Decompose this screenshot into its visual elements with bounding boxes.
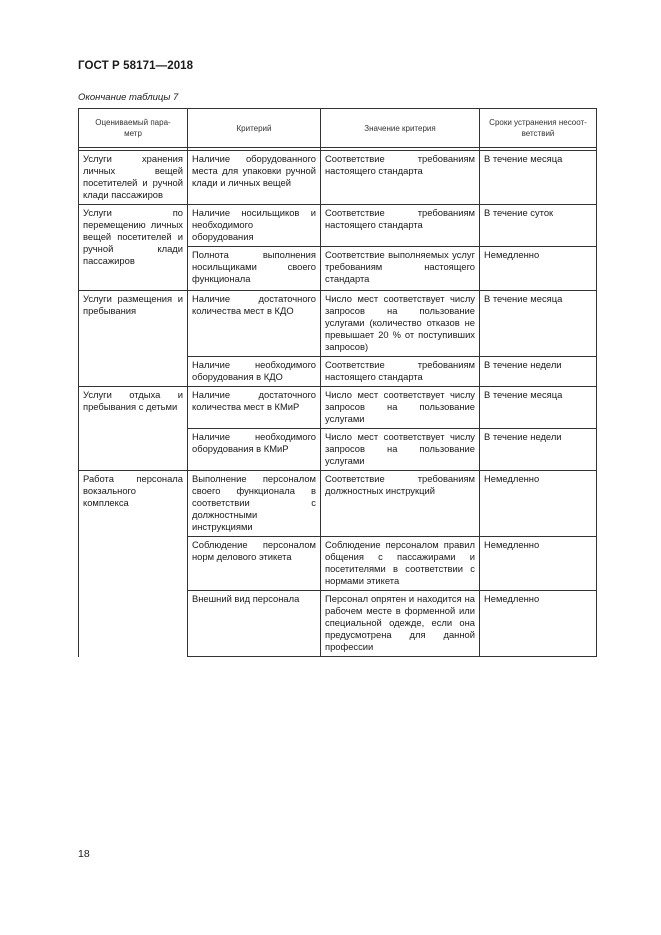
criterion-cell: Выполнение персоналом своего функционала в соответствии с должностными инструкциями — [188, 471, 321, 537]
parameter-cell: Услуги размещения и пребывания — [79, 291, 188, 387]
table-row — [79, 471, 597, 537]
criteria-table — [78, 108, 597, 657]
criterion-cell: Наличие оборудованного места для упаковки ручной клади и личных вещей — [188, 151, 321, 205]
term-cell: Немедленно — [480, 537, 597, 591]
table-row — [79, 291, 597, 357]
criterion-cell: Наличие достаточного количества мест в КДО — [188, 291, 321, 357]
table-row — [79, 387, 597, 429]
value-cell: Число мест соответствует числу запросов на пользование услугами — [321, 387, 480, 429]
criterion-cell: Полнота выполнения носильщиками своего функционала — [188, 247, 321, 291]
header-term: Сроки устранения несоот- ветствий — [480, 109, 597, 148]
value-cell: Число мест соответствует числу запросов на пользование услугами — [321, 429, 480, 471]
term-cell: В течение недели — [480, 429, 597, 471]
criterion-cell: Наличие носильщиков и необходимого оборудования — [188, 205, 321, 247]
term-cell: В течение месяца — [480, 151, 597, 205]
criterion-cell: Внешний вид персонала — [188, 591, 321, 657]
value-cell: Соблюдение персоналом правил общения с пассажирами и посетителями в соответствии с нормами этикета — [321, 537, 480, 591]
table-header-row — [79, 109, 597, 148]
term-cell: Немедленно — [480, 247, 597, 291]
value-cell: Соответствие требованиям настоящего стандарта — [321, 151, 480, 205]
term-cell: В течение недели — [480, 357, 597, 387]
value-cell: Соответствие выполняемых услуг требованиям настоящего стандарта — [321, 247, 480, 291]
term-cell: В течение месяца — [480, 291, 597, 357]
parameter-cell: Услуги отдыха и пребывания с детьми — [79, 387, 188, 471]
term-cell: Немедленно — [480, 471, 597, 537]
document-code: ГОСТ Р 58171—2018 — [78, 60, 194, 72]
value-cell: Соответствие требованиям настоящего стандарта — [321, 205, 480, 247]
value-cell: Число мест соответствует числу запросов на пользование услугами (количество отказов не превышает 20 % от поступивших запросов) — [321, 291, 480, 357]
parameter-cell: Работа персонала вокзального комплекса — [79, 471, 188, 657]
header-parameter: Оцениваемый пара- метр — [79, 109, 188, 148]
table-caption: Окончание таблицы 7 — [78, 92, 179, 103]
value-cell: Соответствие требованиям должностных инструкций — [321, 471, 480, 537]
term-cell: В течение суток — [480, 205, 597, 247]
criterion-cell: Соблюдение персоналом норм делового этикета — [188, 537, 321, 591]
criterion-cell: Наличие необходимого оборудования в КМиР — [188, 429, 321, 471]
table-row — [79, 151, 597, 205]
parameter-cell: Услуги хранения личных вещей посетителей и ручной клади пассажиров — [79, 151, 188, 205]
value-cell: Соответствие требованиям настоящего стандарта — [321, 357, 480, 387]
term-cell: В течение месяца — [480, 387, 597, 429]
criterion-cell: Наличие необходимого оборудования в КДО — [188, 357, 321, 387]
criterion-cell: Наличие достаточного количества мест в КМиР — [188, 387, 321, 429]
parameter-cell: Услуги по перемещению личных вещей посетителей и ручной клади пассажиров — [79, 205, 188, 291]
header-criterion: Критерий — [188, 109, 321, 148]
term-cell: Немедленно — [480, 591, 597, 657]
table-row — [79, 205, 597, 247]
page-number: 18 — [78, 848, 90, 860]
header-value: Значение критерия — [321, 109, 480, 148]
value-cell: Персонал опрятен и находится на рабочем месте в форменной или специальной одежде, если она предусмотрена для данной профессии — [321, 591, 480, 657]
